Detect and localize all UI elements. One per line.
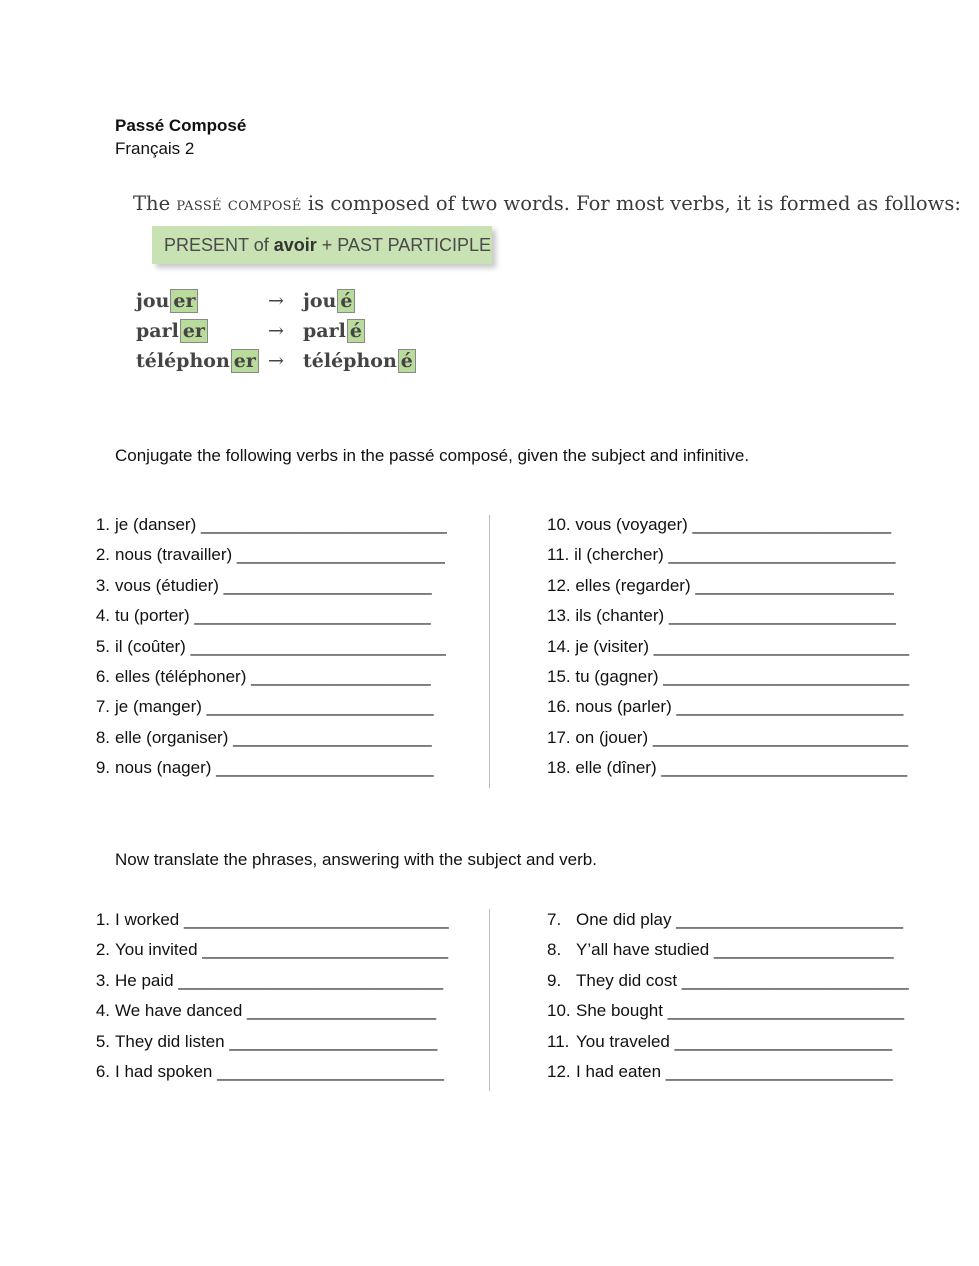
column-divider	[489, 515, 490, 788]
item-text: 12. elles (regarder) _____________________	[547, 576, 894, 595]
infinitive-stem: jou	[136, 290, 170, 312]
item-text: 13. ils (chanter) ________________________	[547, 606, 896, 625]
item-text: 15. tu (gagner) __________________________	[547, 667, 910, 686]
item-number: 4.	[95, 1001, 110, 1020]
item-text: One did play ________________________	[576, 910, 904, 929]
rule-sentence-end: is composed of two words. For most verbs, it is formed as follows:	[301, 192, 961, 215]
example-participle	[303, 320, 365, 342]
translation-list-left	[86, 910, 476, 1090]
item-number: 9.	[95, 758, 110, 777]
arrow-icon: →	[268, 290, 284, 312]
item-text: 17. on (jouer) ___________________________	[547, 728, 909, 747]
item-number: 3.	[95, 576, 110, 595]
item-text: She bought _________________________	[576, 1001, 905, 1020]
arrow-icon: →	[268, 350, 284, 372]
infinitive-stem: téléphon	[136, 350, 230, 372]
example-infinitive	[136, 350, 259, 372]
translation-list-right	[547, 910, 937, 1090]
page-subtitle: Français 2	[115, 139, 195, 158]
item-text: He paid ____________________________	[115, 971, 444, 990]
item-number: 3.	[95, 971, 110, 990]
infinitive-stem: parl	[136, 320, 179, 342]
grammar-rule-figure	[130, 188, 961, 388]
item-text: I worked ____________________________	[115, 910, 449, 929]
item-number: 7.	[95, 697, 110, 716]
item-number: 4.	[95, 606, 110, 625]
arrow-icon: →	[268, 320, 284, 342]
example-infinitive	[136, 320, 208, 342]
item-text: nous (nager) _______________________	[115, 758, 434, 777]
formula-box	[152, 226, 492, 264]
item-number: 2.	[95, 940, 110, 959]
item-text: 18. elle (dîner) __________________________	[547, 758, 908, 777]
rule-sentence	[133, 192, 961, 215]
item-text: You traveled _______________________	[576, 1032, 893, 1051]
infinitive-ending: er	[170, 289, 198, 313]
column-divider	[489, 909, 490, 1091]
conjugation-list-right	[547, 515, 937, 795]
item-text: 16. nous (parler) ________________________	[547, 697, 904, 716]
item-number: 1.	[95, 910, 110, 929]
conjugation-list-left	[86, 515, 476, 795]
item-text: I had spoken ________________________	[115, 1062, 444, 1081]
page-title: Passé Composé	[115, 116, 247, 135]
item-text: Y’all have studied ___________________	[576, 940, 894, 959]
item-text: They did listen ______________________	[115, 1032, 438, 1051]
participle-ending: é	[337, 289, 355, 313]
conjugation-instruction: Conjugate the following verbs in the passé composé, given the subject and infinitive.	[115, 446, 750, 465]
formula-avoir: avoir	[273, 235, 317, 255]
formula-post: + PAST PARTICIPLE	[316, 235, 491, 255]
example-participle	[303, 350, 416, 372]
item-number: 7.	[547, 910, 562, 929]
item-text: il (coûter) ___________________________	[115, 637, 446, 656]
participle-ending: é	[347, 319, 365, 343]
item-text: We have danced ____________________	[115, 1001, 437, 1020]
item-number: 11.	[547, 1032, 570, 1051]
example-participle	[303, 290, 355, 312]
item-number: 10.	[547, 1001, 571, 1020]
item-text: I had eaten ________________________	[576, 1062, 893, 1081]
item-number: 1.	[95, 515, 110, 534]
formula-pre: PRESENT of	[164, 235, 274, 255]
participle-stem: téléphon	[303, 350, 397, 372]
item-text: They did cost ________________________	[576, 971, 909, 990]
translation-instruction: Now translate the phrases, answering with the subject and verb.	[115, 850, 597, 869]
item-number: 8.	[547, 940, 562, 959]
item-text: tu (porter) _________________________	[115, 606, 431, 625]
participle-stem: parl	[303, 320, 346, 342]
example-infinitive	[136, 290, 198, 312]
participle-stem: jou	[303, 290, 337, 312]
item-text: You invited __________________________	[115, 940, 449, 959]
item-number: 2.	[95, 545, 110, 564]
participle-ending: é	[398, 349, 416, 373]
infinitive-ending: er	[180, 319, 208, 343]
rule-sentence-start: The	[133, 192, 177, 215]
item-text: nous (travailler) ______________________	[115, 545, 445, 564]
item-text: elles (téléphoner) ___________________	[115, 667, 431, 686]
item-number: 8.	[95, 728, 110, 747]
item-text: vous (étudier) ______________________	[115, 576, 432, 595]
item-text: 14. je (visiter) ___________________________	[547, 637, 910, 656]
item-number: 5.	[95, 637, 110, 656]
item-number: 12.	[547, 1062, 571, 1081]
infinitive-ending: er	[231, 349, 259, 373]
item-number: 6.	[95, 1062, 110, 1081]
item-text: je (danser) __________________________	[115, 515, 447, 534]
item-text: 10. vous (voyager) _____________________	[547, 515, 892, 534]
item-text: je (manger) ________________________	[115, 697, 434, 716]
item-text: elle (organiser) _____________________	[115, 728, 432, 747]
item-number: 5.	[95, 1032, 110, 1051]
item-number: 9.	[547, 971, 562, 990]
rule-term: passé composé	[176, 194, 302, 215]
item-number: 6.	[95, 667, 110, 686]
item-text: 11. il (chercher) ________________________	[547, 545, 896, 564]
